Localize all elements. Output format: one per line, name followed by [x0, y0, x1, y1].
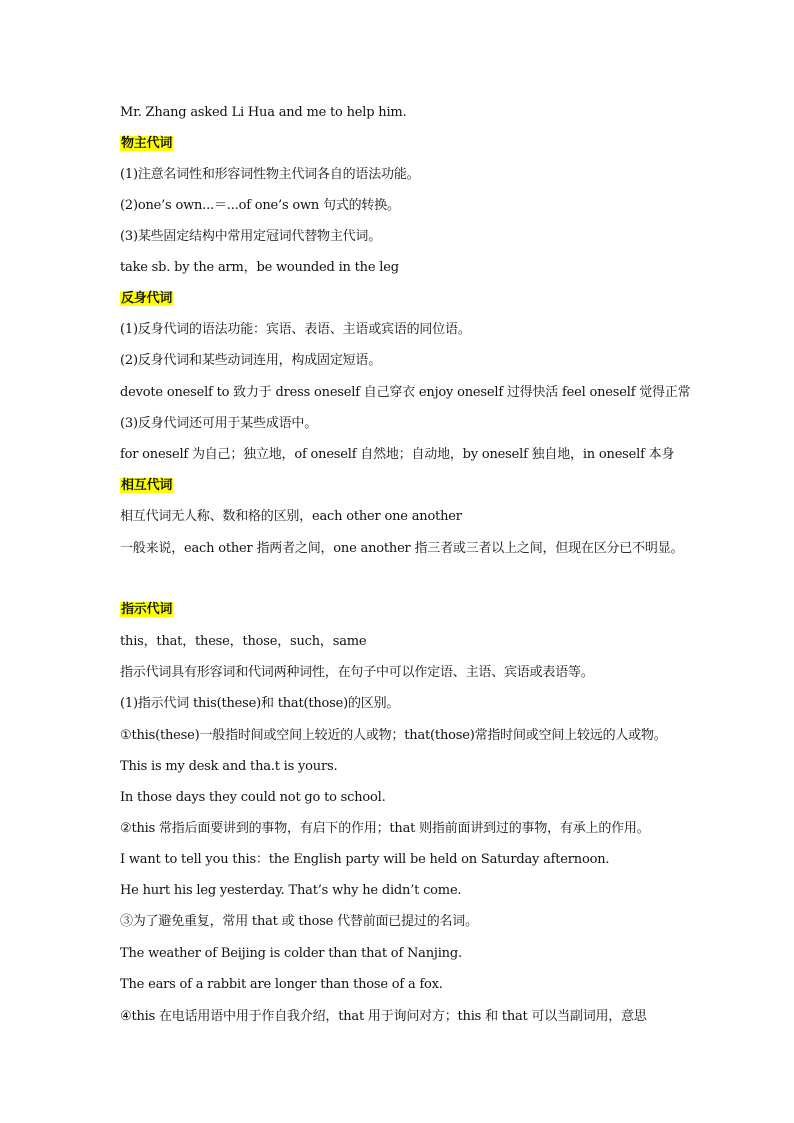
example-sentence: In those days they could not go to school. — [120, 790, 386, 805]
rule-line: 指示代词具有形容词和代词两种词性，在句子中可以作定语、主语、宾语或表语等。 — [120, 665, 594, 680]
rule-line: ④this 在电话用语中用于作自我介绍，that 用于询问对方；this 和 that 可以当副词用，意思 — [120, 1009, 647, 1024]
rule-line: ③为了避免重复，常用 that 或 those 代替前面已提过的名词。 — [120, 914, 478, 929]
rule-paragraph: 一般来说，each other 指两者之间，one another 指三者或三者以上之间，但现在区分已不明显。 — [120, 541, 684, 556]
section-heading-demonstrative — [120, 601, 684, 619]
word-list: this，that，these，those，such，same — [120, 634, 367, 649]
rule-line: (2)反身代词和某些动词连用，构成固定短语。 — [120, 353, 382, 368]
rule-line: (3)某些固定结构中常用定冠词代替物主代词。 — [120, 229, 382, 244]
heading-text: 指示代词 — [121, 602, 173, 617]
example-sentence: take sb. by the arm，be wounded in the leg — [120, 260, 399, 275]
rule-line: (1)注意名词性和形容词性物主代词各自的语法功能。 — [120, 167, 420, 182]
rule-line: ②this 常指后面要讲到的事物，有启下的作用；that 则指前面讲到过的事物，有承上的作用。 — [120, 821, 650, 836]
section-heading-reciprocal — [120, 477, 684, 495]
heading-text: 相互代词 — [121, 478, 173, 493]
example-sentence: He hurt his leg yesterday. That’s why he didn’t come. — [120, 883, 462, 898]
example-sentence: I want to tell you this：the English party will be held on Saturday afternoon. — [120, 852, 610, 867]
example-sentence: This is my desk and tha.t is yours. — [120, 759, 338, 774]
rule-line: ①this(these)一般指时间或空间上较近的人或物；that(those)常指时间或空间上较远的人或物。 — [120, 728, 667, 743]
example-sentence: Mr. Zhang asked Li Hua and me to help him. — [120, 105, 407, 120]
rule-line: (3)反身代词还可用于某些成语中。 — [120, 416, 318, 431]
section-heading-reflexive — [120, 290, 684, 308]
rule-line: (1)指示代词 this(these)和 that(those)的区别。 — [120, 696, 400, 711]
rule-line: (1)反身代词的语法功能：宾语、表语、主语或宾语的同位语。 — [120, 322, 471, 337]
phrase-list: devote oneself to 致力于 dress oneself 自己穿衣 enjoy oneself 过得快活 feel oneself 觉得正常 — [120, 385, 691, 400]
rule-line: (2)one’s own...＝...of one’s own 句式的转换。 — [120, 198, 400, 213]
heading-text: 反身代词 — [121, 291, 173, 306]
phrase-list: for oneself 为自己；独立地，of oneself 自然地；自动地，by oneself 独自地，in oneself 本身 — [120, 447, 675, 462]
heading-text: 物主代词 — [121, 136, 173, 151]
example-sentence: The weather of Beijing is colder than that of Nanjing. — [120, 946, 462, 961]
example-sentence: The ears of a rabbit are longer than those of a fox. — [120, 977, 443, 992]
section-heading-possessive — [120, 135, 684, 153]
rule-line: 相互代词无人称、数和格的区别，each other one another — [120, 509, 462, 524]
